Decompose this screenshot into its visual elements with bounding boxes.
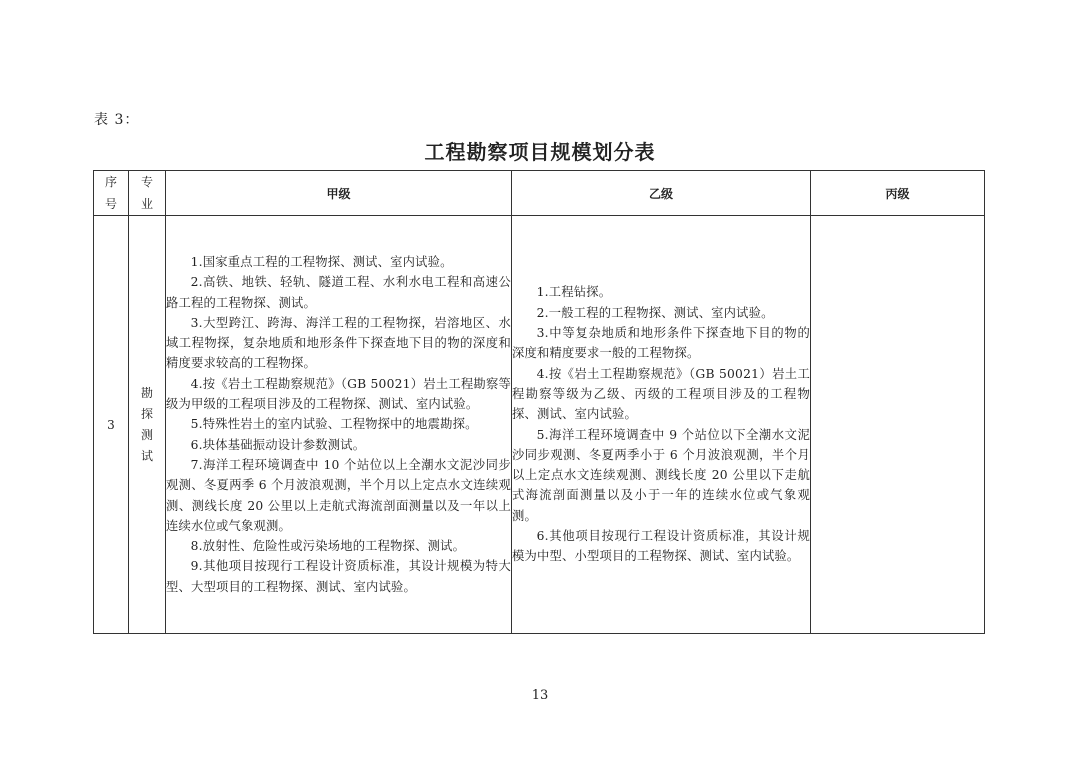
grade-b-cell (512, 216, 811, 634)
grade-a-item: 1.国家重点工程的工程物探、测试、室内试验。 (190, 254, 453, 269)
grade-a-item: 6.块体基础振动设计参数测试。 (190, 437, 366, 452)
table-title: 工程勘察项目规模划分表 (424, 140, 656, 164)
grade-b-item: 1.工程钻探。 (536, 285, 612, 300)
header-seq (94, 171, 129, 216)
grade-a-item: 5.特殊性岩土的室内试验、工程物探中的地震勘探。 (190, 417, 478, 432)
grade-a-item: 2.高铁、地铁、轻轨、隧道工程、水利水电工程和高速公路工程的工程物探、测试。 (166, 275, 511, 310)
row-specialty-text: 勘 探 测 试 (140, 385, 153, 463)
header-grade-c: 丙级 (811, 171, 985, 216)
grade-c-cell (811, 216, 985, 634)
header-grade-a: 甲级 (166, 171, 512, 216)
table-header-row (94, 171, 985, 216)
grade-a-item: 3.大型跨江、跨海、海洋工程的工程物探，岩溶地区、水域工程物探，复杂地质和地形条件下探查地下目的物的深度和精度要求较高的工程物探。 (166, 315, 511, 371)
row-specialty (129, 216, 166, 634)
grade-a-item: 4.按《岩土工程勘察规范》（GB 50021）岩土工程勘察等级为甲级的工程项目涉及的工程物探、测试、室内试验。 (166, 376, 511, 412)
grade-b-item: 2.一般工程的工程物探、测试、室内试验。 (536, 305, 774, 320)
header-major (129, 171, 166, 216)
grade-a-item: 8.放射性、危险性或污染场地的工程物探、测试。 (190, 539, 466, 554)
classification-table (93, 170, 985, 634)
table-row (94, 216, 985, 634)
header-grade-b: 乙级 (512, 171, 811, 216)
grade-b-item: 3.中等复杂地质和地形条件下探查地下目的物的深度和精度要求一般的工程物探。 (512, 326, 810, 361)
grade-a-cell (166, 216, 512, 634)
header-major-text: 专 业 (140, 175, 153, 211)
grade-b-item: 6.其他项目按现行工程设计资质标准，其设计规模为中型、小型项目的工程物探、测试、室内试验。 (512, 528, 810, 564)
page-number: 13 (531, 688, 549, 703)
table-label: 表 3： (94, 112, 140, 128)
grade-b-item: 5.海洋工程环境调查中 9 个站位以下全潮水文泥沙同步观测、冬夏两季小于 6 个月波浪观测，半个月以上定点水文连续观测、测线长度 20 公里以下走航式海流剖面测量以及小于一年的连续水位或气象观测。 (512, 427, 810, 523)
grade-a-item: 7.海洋工程环境调查中 10 个站位以上全潮水文泥沙同步观测、冬夏两季 6 个月波浪观测，半个月以上定点水文连续观测、测线长度 20 公里以上走航式海流剖面测量以及一年以上连续水位或气象观测。 (166, 457, 511, 533)
grade-a-item: 9.其他项目按现行工程设计资质标准，其设计规模为特大型、大型项目的工程物探、测试、室内试验。 (166, 559, 511, 594)
grade-b-item: 4.按《岩土工程勘察规范》（GB 50021）岩土工程勘察等级为乙级、丙级的工程项目涉及的工程物探、测试、室内试验。 (512, 366, 810, 422)
header-seq-text: 序 号 (104, 175, 117, 211)
row-number: 3 (94, 216, 129, 634)
